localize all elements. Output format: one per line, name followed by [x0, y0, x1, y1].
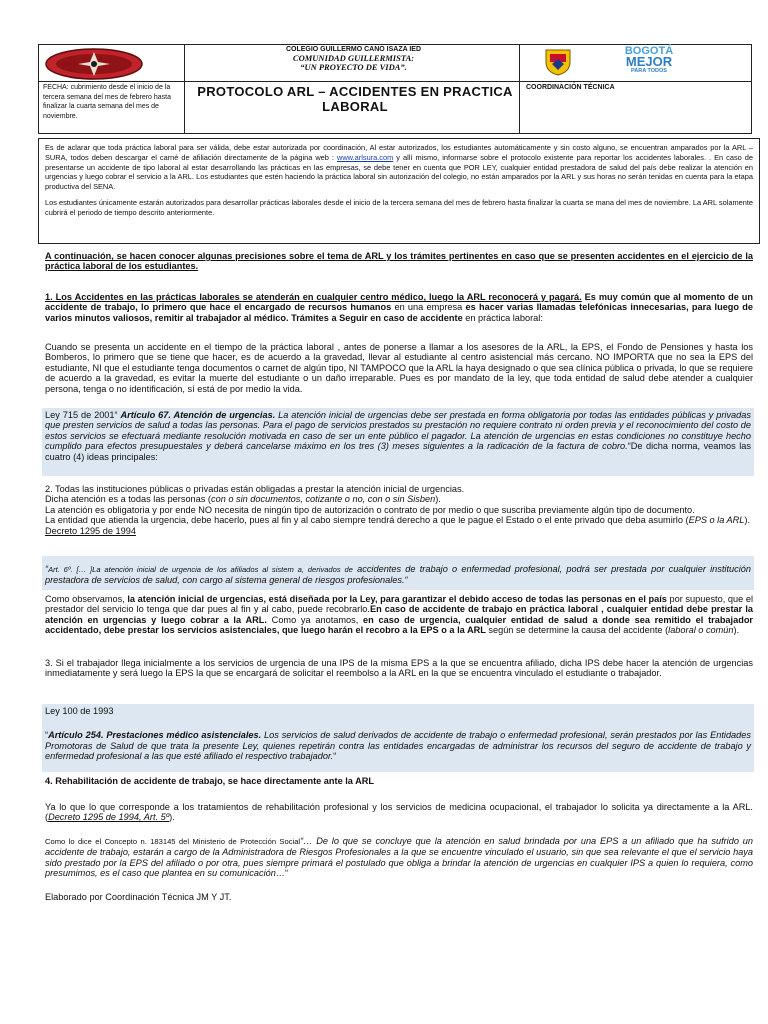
bogota-logo-line3: PARA TODOS — [631, 68, 667, 74]
obs-g: según se determine la causa del accidente ( — [485, 625, 669, 636]
decreto-1295-ref: Decreto 1295 de 1994 — [45, 525, 136, 536]
section-4-text-b: ). — [169, 812, 175, 823]
date-coverage: FECHA: cubrimiento desde el inicio de la tercera semana del mes de febrero hasta finalizar la cuarta semana del mes de noviembre. — [43, 84, 172, 120]
ley-100-quote — [42, 704, 754, 772]
section-2 — [45, 484, 753, 536]
bogota-mejor-logo — [612, 46, 686, 76]
ley-715-article: Artículo 67. Atención de urgencias. — [120, 410, 276, 420]
section-1-bold-1: Es muy común que al momento de un accidente de trabajo, lo primero que hace el encargado de recursos humanos — [45, 292, 753, 313]
coordination-label: COORDINACIÓN TÉCNICA — [526, 84, 615, 91]
bogota-logo-line1: BOGOTÁ — [624, 45, 674, 57]
school-logo — [44, 48, 144, 80]
school-motto: “UN PROYECTO DE VIDA”. — [300, 62, 407, 72]
ley-100-open-quote: “ — [45, 730, 49, 741]
art-6-head: Art. 6º. [… ]La atención inicial de urgencia de los afiliados al sistem a, derivados de — [48, 565, 353, 574]
section-2-line-2-italic: con o sin documentos, cotizante o no, con o sin Sisben — [210, 494, 436, 505]
section-4-heading: 4. Rehabilitación de accidente de trabajo, se hace directamente ante la ARL — [45, 776, 374, 786]
section-1 — [45, 292, 753, 323]
obs-i: ). — [733, 625, 740, 636]
section-1-bold-2: es hacer varias llamadas telefónicas innecesarias, para luego de varios minutos valiosos, remitir al trabajador al médico. Trámites a Seguir en caso de accidente — [45, 302, 753, 323]
section-2-line-4-a: La entidad que atienda la urgencia, debe hacerlo, pues al fin y al cabo siempre tendrá derecho a que le pague el Estado o el ente privado que deba asumirlo ( — [45, 515, 689, 526]
ley-100-ref: Ley 100 de 1993 — [45, 706, 114, 716]
intro-text-b: y allí mismo, informarse sobre el protocolo existente para reportar los accidentes laborales. . En caso de presentarse un accidente de tipo laboral al estar desarrollando las prácticas en las empresas, se debe tener en cuenta que POR LEY, cualquier entidad prestadora de salud del país debe realizar la atención en urgencias y luego cobrar el servicio a la ARL. Los estudiantes que estén haciendo la práctica laboral sin autorización del colegio, no están amparados por la ARL y sus horas no serán tenidas en cuenta para la etapa productiva del SENA. — [45, 152, 753, 192]
intro-text-a: Es de aclarar que toda práctica laboral para ser válida, debe estar autorizada por coordinación, Al estar autorizados, los estudiantes automáticamente y sin costo alguno, se encuentran amparados por la ARL – SURA, todos deben descargar el carné de afiliación directamente de la página web : — [45, 143, 753, 162]
section-2-line-4-b: ). — [744, 515, 751, 526]
obs-b: la atención inicial de urgencias, está diseñada por la Ley, para garantizar el debido acceso de todas las personas en el país — [127, 594, 667, 604]
intro-paragraph-2: Los estudiantes únicamente estarán autorizados para desarrollar prácticas laborales desde el inicio de la tercera semana del mes de febrero hasta finalizar la cuarta se mana del mes de noviembre. La ARL solamente cubrirá el periodo de tiempo descrito anteriormente. — [45, 197, 753, 217]
bogota-logo-line2: MEJOR — [625, 54, 673, 69]
section-2-line-2-a: Dicha atención es a todas las personas ( — [45, 494, 211, 505]
section-1-lead: 1. Los Accidentes en las prácticas laborales se atenderán en cualquier centro médico, luego la ARL reconocerá y pagará. — [45, 292, 582, 302]
concepto-close-quote: “ — [285, 868, 289, 879]
section-2-line-1: 2. Todas las instituciones públicas o privadas están obligadas a prestar la atención inicial de urgencias. — [45, 484, 465, 494]
ley-100-article: Artículo 254. Prestaciones médico asistenciales. — [48, 730, 262, 741]
obs-c: por supuesto, que el prestador del servicio lo tenga que dar pues al fin y al cabo, puede recobrarlo. — [45, 594, 753, 615]
section-2-line-3: La atención es obligatoria y por ende NO necesita de ningún tipo de autorización o contrato de por medio o que suscriba previamente algún tipo de documento. — [45, 504, 695, 515]
intro-paragraph-1 — [45, 143, 753, 192]
obs-a: Como observamos, — [45, 594, 128, 604]
ley-715-tail: “De dicha norma, veamos las cuatro (4) ideas principales: — [45, 441, 751, 462]
section-4-text — [45, 802, 753, 823]
ley-715-ref: Ley 715 de 2001 — [45, 410, 115, 420]
ley-100-text: Los servicios de salud derivados de accidente de trabajo o enfermedad profesional, serán prestados por las Entidades Promotoras de Salud de que trata la presente Ley, quienes repetirán contra las entidades encargadas de administrar los recursos del seguro de accidente de trabajo y enfermedad profesional a las que esté afiliado el respectivo trabajador. — [45, 730, 751, 762]
obs-d: En caso de accidente de trabajo en práctica laboral , cualquier entidad debe prestar la atención en urgencias y luego cobrar a la ARL. — [45, 604, 753, 625]
concepto-paragraph — [45, 836, 753, 879]
community-name: COMUNIDAD GUILLERMISTA: — [292, 53, 415, 63]
footer-credit: Elaborado por Coordinación Técnica JM Y JT. — [45, 892, 232, 902]
section-2-line-2 — [45, 494, 753, 504]
concepto-lead: Como lo dice el Concepto n. 183145 del Ministerio de Protección Social — [45, 837, 301, 846]
obs-e: Como ya anotamos, — [266, 614, 364, 625]
intro-box — [38, 138, 760, 244]
ley-100-close-quote: “ — [333, 751, 337, 762]
section-1-plain-2: en práctica laboral: — [462, 312, 543, 323]
obs-h: laboral o común — [668, 625, 734, 636]
header-divider — [184, 45, 185, 133]
section-4-text-a: Ya lo que lo que corresponde a los tratamientos de rehabilitación profesional y los servicios de medicina ocupacional, el trabajador lo solicita ya directamente a la ARL. ( — [45, 802, 753, 823]
section-2-line-4-italic: EPS o la ARL — [688, 515, 745, 526]
art-6-text: accidentes de trabajo o enfermedad profesional, podrá ser prestada por cualquier institución prestadora de servicios de salud, con cargo al sistema general de riesgos profesionales. — [45, 564, 751, 586]
section-intro: A continuación, se hacen conocer algunas precisiones sobre el tema de ARL y los trámites pertinentes en caso que se presenten accidentes en el ejercicio de la práctica laboral de los estudiantes. — [45, 251, 753, 272]
ley-715-quote: Ley 715 de 2001“ Artículo 67. Atención de urgencias. La atención inicial de urgencias debe ser prestada en forma obligatoria por todas las entidades públicas y privadas que presten servicios de salud a todas las personas. Para el pago de servicios prestados su prestación no requiere contrato ni orden previa y el reconocimiento del costo de estos servicios se efectuará mediante resolución motivada en caso de ser un ente público el pagador. La atención de urgencias en estas condiciones no constituye hecho cumplido para efectos presupuestales y deberá cancelarse máximo en los tres (3) meses siguientes a la radicación de la factura de cobro.“De dicha norma, veamos las cuatro (4) ideas principales: — [42, 408, 754, 476]
ley-715-text: La atención inicial de urgencias debe ser prestada en forma obligatoria por todas las entidades públicas y privadas que presten servicios de salud a todas las personas. Para el pago de servicios prestados su prestación no requiere contrato ni orden previa y el reconocimiento del costo de estos servicios se efectuará mediante resolución motivada en caso de ser un ente público el pagador. La atención de urgencias en estas condiciones no constituye hecho cumplido para efectos presupuestales y deberá cancelarse máximo en los tres (3) meses siguientes a la radicación de la factura de cobro. — [45, 410, 751, 452]
observation-paragraph — [45, 594, 753, 636]
concepto-quote: “… De lo que se concluye que la atención en salud brindada por una EPS a un afiliado que ha sufrido un accidente de trabajo, estarán a cargo de la Administradora de Riesgos Profesionales a la que se encuentre vinculado el usuario, sin que sea relevante el que el servicio haya sido prestado por la EPS del afiliado o por otra, pues siempre primará el postulado que obliga a brindar la atención de urgencias en cualquier IPS a quien lo requiera, como presumimos, es el caso que plantea en su comunicación… — [45, 836, 753, 879]
art-6-quote — [42, 556, 754, 590]
obs-f: en caso de urgencia, cualquier entidad de salud a donde sea remitido el trabajador accidentado, debe prestar los servicios asistenciales, que luego harán el recobro a la EPS o a la ARL — [45, 614, 754, 636]
header-divider — [39, 81, 751, 82]
decreto-1295-art5-ref: Decreto 1295 de 1994, Art. 5º — [48, 812, 170, 823]
document-title: PROTOCOLO ARL – ACCIDENTES EN PRACTICA LABORAL — [197, 84, 513, 114]
school-info — [191, 46, 516, 72]
art-6-open-quote: “ — [45, 564, 49, 574]
art-6-close-quote: “ — [404, 575, 408, 586]
school-name: COLEGIO GUILLERMO CANO ISAZA IED — [285, 46, 422, 53]
section-1-detail: Cuando se presenta un accidente en el tiempo de la práctica laboral , antes de ponerse a llamar a los asesores de la ARL, la EPS, el Fondo de Pensiones y hasta los Bomberos, lo primero que se tiene que hacer, es de acuerdo a la gravedad, llevar al estudiante al centro asistencial más cercano. NO IMPORTA que no sea la EPS del estudiante, NI que el estudiante tenga documentos o carnet de algún tipo, NI TAMPOCO que la ARL la haya designado o que sea clínica pública o privada, lo que se requiere de acuerdo a la gravedad, es evitar la muerte del estudiante o un daño irreparable. Pues es por mandato de la ley, que toda entidad de salud debe atender a cualquier persona, tenga o no identificación, sí está de por medio la vida. — [45, 342, 753, 394]
section-2-line-2-b: ). — [435, 494, 441, 505]
section-1-plain-1: en una empresa — [391, 302, 466, 313]
arl-sura-link[interactable]: www.arlsura.com — [337, 152, 394, 162]
section-3: 3. Si el trabajador llega inicialmente a los servicios de urgencia de una IPS de la misma EPS a la que se encuentra afiliado, dicha IPS debe hacer la atención de urgencias inmediatamente y será luego la EPS la que se encargará de solicitar el reembolso a la ARL en la que se encuentra vinculado el estudiante o trabajador. — [45, 658, 753, 679]
bogota-shield-logo — [540, 48, 576, 76]
section-2-line-4 — [45, 515, 753, 525]
